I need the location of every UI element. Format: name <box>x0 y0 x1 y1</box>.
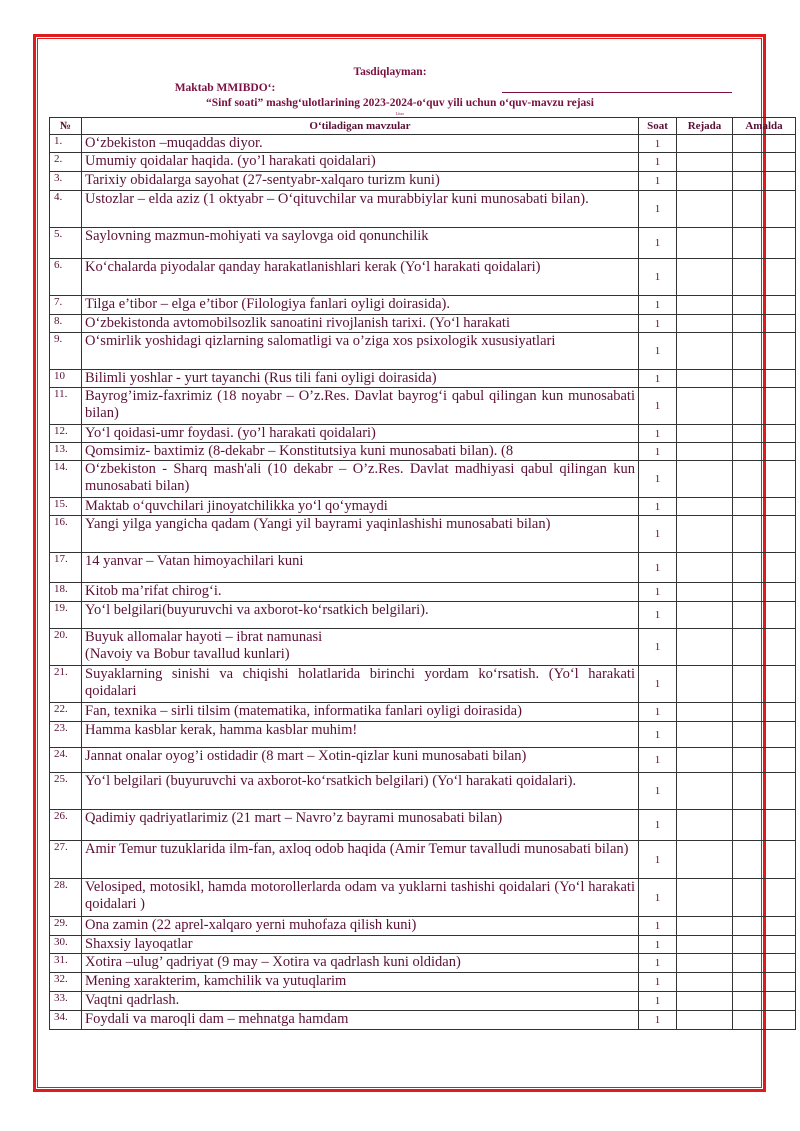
row-number: 1. <box>50 135 82 153</box>
row-topic: Saylovning mazmun-mohiyati va saylovga oid qonunchilik <box>82 228 639 259</box>
row-planned-cell <box>677 954 733 973</box>
row-number: 3. <box>50 172 82 191</box>
row-number: 30. <box>50 936 82 954</box>
table-row <box>50 333 796 370</box>
row-number: 27. <box>50 841 82 879</box>
row-actual-cell <box>733 425 796 443</box>
row-number: 6. <box>50 259 82 296</box>
row-actual-cell <box>733 703 796 722</box>
row-hours: 1 <box>639 748 677 773</box>
row-hours: 1 <box>639 516 677 553</box>
row-planned-cell <box>677 315 733 333</box>
row-topic: Yo‘l belgilari(buyuruvchi va axborot-ko‘rsatkich belgilari). <box>82 602 639 629</box>
row-actual-cell <box>733 602 796 629</box>
row-hours: 1 <box>639 810 677 841</box>
row-number: 22. <box>50 703 82 722</box>
table-row <box>50 841 796 879</box>
table-header-row <box>50 118 796 135</box>
row-topic: Yangi yilga yangicha qadam (Yangi yil bayrami yaqinlashishi munosabati bilan) <box>82 516 639 553</box>
table-row <box>50 370 796 388</box>
row-topic: Buyuk allomalar hayoti – ibrat namunasi (Navoiy va Bobur tavallud kunlari) <box>82 629 639 666</box>
row-planned-cell <box>677 443 733 461</box>
row-planned-cell <box>677 228 733 259</box>
row-hours: 1 <box>639 461 677 498</box>
row-number: 23. <box>50 722 82 748</box>
row-actual-cell <box>733 917 796 936</box>
row-hours: 1 <box>639 135 677 153</box>
row-actual-cell <box>733 553 796 583</box>
row-hours: 1 <box>639 936 677 954</box>
row-actual-cell <box>733 841 796 879</box>
row-number: 13. <box>50 443 82 461</box>
table-row <box>50 259 796 296</box>
row-hours: 1 <box>639 553 677 583</box>
table-row <box>50 773 796 810</box>
row-hours: 1 <box>639 315 677 333</box>
table-row <box>50 602 796 629</box>
row-actual-cell <box>733 973 796 992</box>
row-number: 32. <box>50 973 82 992</box>
row-hours: 1 <box>639 722 677 748</box>
table-row <box>50 666 796 703</box>
row-topic: Ko‘chalarda piyodalar qanday harakatlanishlari kerak (Yo‘l harakati qoidalari) <box>82 259 639 296</box>
row-planned-cell <box>677 703 733 722</box>
row-actual-cell <box>733 191 796 228</box>
row-topic: Vaqtni qadrlash. <box>82 992 639 1011</box>
row-actual-cell <box>733 666 796 703</box>
row-planned-cell <box>677 259 733 296</box>
row-topic: O‘smirlik yoshidagi qizlarning salomatligi va o’ziga xos psixologik xususiyatlari <box>82 333 639 370</box>
row-hours: 1 <box>639 370 677 388</box>
row-actual-cell <box>733 461 796 498</box>
row-actual-cell <box>733 992 796 1011</box>
row-planned-cell <box>677 973 733 992</box>
row-actual-cell <box>733 879 796 917</box>
row-hours: 1 <box>639 153 677 172</box>
table-row <box>50 954 796 973</box>
table-row <box>50 153 796 172</box>
row-planned-cell <box>677 516 733 553</box>
row-number: 17. <box>50 553 82 583</box>
row-number: 31. <box>50 954 82 973</box>
row-hours: 1 <box>639 583 677 602</box>
table-row <box>50 748 796 773</box>
row-number: 11. <box>50 388 82 425</box>
row-hours: 1 <box>639 629 677 666</box>
row-planned-cell <box>677 722 733 748</box>
row-hours: 1 <box>639 1011 677 1030</box>
row-number: 7. <box>50 296 82 315</box>
row-planned-cell <box>677 629 733 666</box>
row-hours: 1 <box>639 992 677 1011</box>
row-topic: 14 yanvar – Vatan himoyachilari kuni <box>82 553 639 583</box>
row-actual-cell <box>733 1011 796 1030</box>
row-number: 28. <box>50 879 82 917</box>
row-actual-cell <box>733 748 796 773</box>
table-row <box>50 810 796 841</box>
row-actual-cell <box>733 722 796 748</box>
col-number-header: № <box>50 118 82 135</box>
row-planned-cell <box>677 333 733 370</box>
row-hours: 1 <box>639 172 677 191</box>
table-row <box>50 315 796 333</box>
col-actual-header: Amalda <box>733 118 796 135</box>
table-row <box>50 228 796 259</box>
row-topic: Yo‘l belgilari (buyuruvchi va axborot-ko‘rsatkich belgilari) (Yo‘l harakati qoidalari). <box>82 773 639 810</box>
row-planned-cell <box>677 810 733 841</box>
row-number: 2. <box>50 153 82 172</box>
row-planned-cell <box>677 992 733 1011</box>
row-hours: 1 <box>639 498 677 516</box>
row-actual-cell <box>733 172 796 191</box>
row-topic: Yo‘l qoidasi-umr foydasi. (yo’l harakati qoidalari) <box>82 425 639 443</box>
row-topic: Jannat onalar oyog’i ostidadir (8 mart – Xotin-qizlar kuni munosabati bilan) <box>82 748 639 773</box>
row-number: 9. <box>50 333 82 370</box>
row-actual-cell <box>733 773 796 810</box>
row-number: 25. <box>50 773 82 810</box>
row-planned-cell <box>677 461 733 498</box>
school-label: Maktab MMIBDO‘: <box>174 82 276 94</box>
row-actual-cell <box>733 259 796 296</box>
row-hours: 1 <box>639 879 677 917</box>
row-planned-cell <box>677 172 733 191</box>
row-topic: Maktab o‘quvchilari jinoyatchilikka yo‘l qo‘ymaydi <box>82 498 639 516</box>
row-topic: Xotira –ulug’ qadriyat (9 may – Xotira va qadrlash kuni oldidan) <box>82 954 639 973</box>
row-hours: 1 <box>639 703 677 722</box>
row-planned-cell <box>677 553 733 583</box>
row-actual-cell <box>733 516 796 553</box>
row-topic: Qomsimiz- baxtimiz (8-dekabr – Konstitutsiya kuni munosabati bilan). (8 <box>82 443 639 461</box>
row-number: 12. <box>50 425 82 443</box>
row-number: 16. <box>50 516 82 553</box>
table-row <box>50 443 796 461</box>
table-row <box>50 461 796 498</box>
row-number: 8. <box>50 315 82 333</box>
row-planned-cell <box>677 666 733 703</box>
row-number: 4. <box>50 191 82 228</box>
row-hours: 1 <box>639 191 677 228</box>
table-row <box>50 583 796 602</box>
row-topic: Foydali va maroqli dam – mehnatga hamdam <box>82 1011 639 1030</box>
row-actual-cell <box>733 228 796 259</box>
plan-table <box>49 117 796 1030</box>
row-topic: Bayrog’imiz-faxrimiz (18 noyabr – O’z.Res. Davlat bayrog‘i qabul qilingan kun munosabati bilan) <box>82 388 639 425</box>
table-row <box>50 879 796 917</box>
row-topic: Tilga e’tibor – elga e’tibor (Filologiya fanlari oyligi doirasida). <box>82 296 639 315</box>
signature-line <box>502 92 732 93</box>
row-actual-cell <box>733 810 796 841</box>
row-actual-cell <box>733 936 796 954</box>
row-actual-cell <box>733 370 796 388</box>
row-hours: 1 <box>639 443 677 461</box>
row-number: 24. <box>50 748 82 773</box>
document-title: “Sinf soati” mashg‘ulotlarining 2023-2024-o‘quv yili uchun o‘quv-mavzu rejasi <box>206 97 594 109</box>
row-topic: Amir Temur tuzuklarida ilm-fan, axloq odob haqida (Amir Temur tavalludi munosabati bilan) <box>82 841 639 879</box>
row-planned-cell <box>677 583 733 602</box>
row-number: 19. <box>50 602 82 629</box>
row-topic: Hamma kasblar kerak, hamma kasblar muhim! <box>82 722 639 748</box>
row-topic: O‘zbekistonda avtomobilsozlik sanoatini rivojlanish tarixi. (Yo‘l harakati <box>82 315 639 333</box>
row-number: 15. <box>50 498 82 516</box>
table-row <box>50 973 796 992</box>
row-number: 18. <box>50 583 82 602</box>
table-row <box>50 1011 796 1030</box>
row-hours: 1 <box>639 602 677 629</box>
row-actual-cell <box>733 629 796 666</box>
row-planned-cell <box>677 773 733 810</box>
row-number: 20. <box>50 629 82 666</box>
row-topic: Tarixiy obidalarga sayohat (27-sentyabr-xalqaro turizm kuni) <box>82 172 639 191</box>
row-planned-cell <box>677 425 733 443</box>
row-topic: Shaxsiy layoqatlar <box>82 936 639 954</box>
table-row <box>50 296 796 315</box>
row-topic: Fan, texnika – sirli tilsim (matematika, informatika fanlari oyligi doirasida) <box>82 703 639 722</box>
row-planned-cell <box>677 841 733 879</box>
row-planned-cell <box>677 191 733 228</box>
col-hours-header: Soat <box>639 118 677 135</box>
row-topic: Mening xarakterim, kamchilik va yutuqlarim <box>82 973 639 992</box>
row-actual-cell <box>733 315 796 333</box>
row-hours: 1 <box>639 666 677 703</box>
row-hours: 1 <box>639 388 677 425</box>
row-topic: Bilimli yoshlar - yurt tayanchi (Rus tili fani oyligi doirasida) <box>82 370 639 388</box>
row-number: 21. <box>50 666 82 703</box>
row-topic: Suyaklarning sinishi va chiqishi holatlarida birinchi yordam ko‘rsatish. (Yo‘l harakati qoidalari <box>82 666 639 703</box>
row-hours: 1 <box>639 773 677 810</box>
row-actual-cell <box>733 135 796 153</box>
row-actual-cell <box>733 296 796 315</box>
row-actual-cell <box>733 954 796 973</box>
row-planned-cell <box>677 388 733 425</box>
row-number: 26. <box>50 810 82 841</box>
table-row <box>50 425 796 443</box>
row-topic: Qadimiy qadriyatlarimiz (21 mart – Navro’z bayrami munosabati bilan) <box>82 810 639 841</box>
row-planned-cell <box>677 602 733 629</box>
table-row <box>50 516 796 553</box>
row-planned-cell <box>677 917 733 936</box>
row-actual-cell <box>733 153 796 172</box>
table-row <box>50 172 796 191</box>
table-row <box>50 992 796 1011</box>
table-row <box>50 629 796 666</box>
row-hours: 1 <box>639 259 677 296</box>
row-actual-cell <box>733 388 796 425</box>
row-hours: 1 <box>639 973 677 992</box>
row-hours: 1 <box>639 954 677 973</box>
row-topic: Umumiy qoidalar haqida. (yo’l harakati qoidalari) <box>82 153 639 172</box>
row-hours: 1 <box>639 425 677 443</box>
col-topic-header: O‘tiladigan mavzular <box>82 118 639 135</box>
table-row <box>50 135 796 153</box>
row-planned-cell <box>677 1011 733 1030</box>
row-actual-cell <box>733 443 796 461</box>
row-topic: Kitob ma’rifat chirog‘i. <box>82 583 639 602</box>
row-topic: Ustozlar – elda aziz (1 oktyabr – O‘qituvchilar va murabbiylar kuni munosabati bilan). <box>82 191 639 228</box>
table-row <box>50 703 796 722</box>
table-row <box>50 498 796 516</box>
table-row <box>50 553 796 583</box>
row-number: 14. <box>50 461 82 498</box>
row-hours: 1 <box>639 917 677 936</box>
row-hours: 1 <box>639 296 677 315</box>
table-row <box>50 936 796 954</box>
row-topic: O‘zbekiston - Sharq mash'ali (10 dekabr – O’z.Res. Davlat madhiyasi qabul qilingan kun munosabati bilan) <box>82 461 639 498</box>
row-hours: 1 <box>639 333 677 370</box>
table-row <box>50 917 796 936</box>
col-planned-header: Rejada <box>677 118 733 135</box>
row-topic: O‘zbekiston –muqaddas diyor. <box>82 135 639 153</box>
row-number: 34. <box>50 1011 82 1030</box>
row-planned-cell <box>677 370 733 388</box>
row-number: 10 <box>50 370 82 388</box>
row-number: 29. <box>50 917 82 936</box>
row-planned-cell <box>677 135 733 153</box>
row-topic: Velosiped, motosikl, hamda motorollerlarda odam va yuklarni tashishi qoidalari (Yo‘l harakati qoidalari ) <box>82 879 639 917</box>
row-actual-cell <box>733 498 796 516</box>
row-planned-cell <box>677 498 733 516</box>
approval-heading: Tasdiqlayman: <box>353 66 427 78</box>
row-planned-cell <box>677 936 733 954</box>
row-actual-cell <box>733 583 796 602</box>
table-row <box>50 388 796 425</box>
row-actual-cell <box>733 333 796 370</box>
row-number: 33. <box>50 992 82 1011</box>
tiny-mark: Litzo <box>395 111 405 116</box>
row-planned-cell <box>677 879 733 917</box>
row-planned-cell <box>677 748 733 773</box>
row-number: 5. <box>50 228 82 259</box>
table-row <box>50 191 796 228</box>
row-planned-cell <box>677 296 733 315</box>
row-hours: 1 <box>639 841 677 879</box>
table-row <box>50 722 796 748</box>
row-planned-cell <box>677 153 733 172</box>
row-topic: Ona zamin (22 aprel-xalqaro yerni muhofaza qilish kuni) <box>82 917 639 936</box>
row-hours: 1 <box>639 228 677 259</box>
